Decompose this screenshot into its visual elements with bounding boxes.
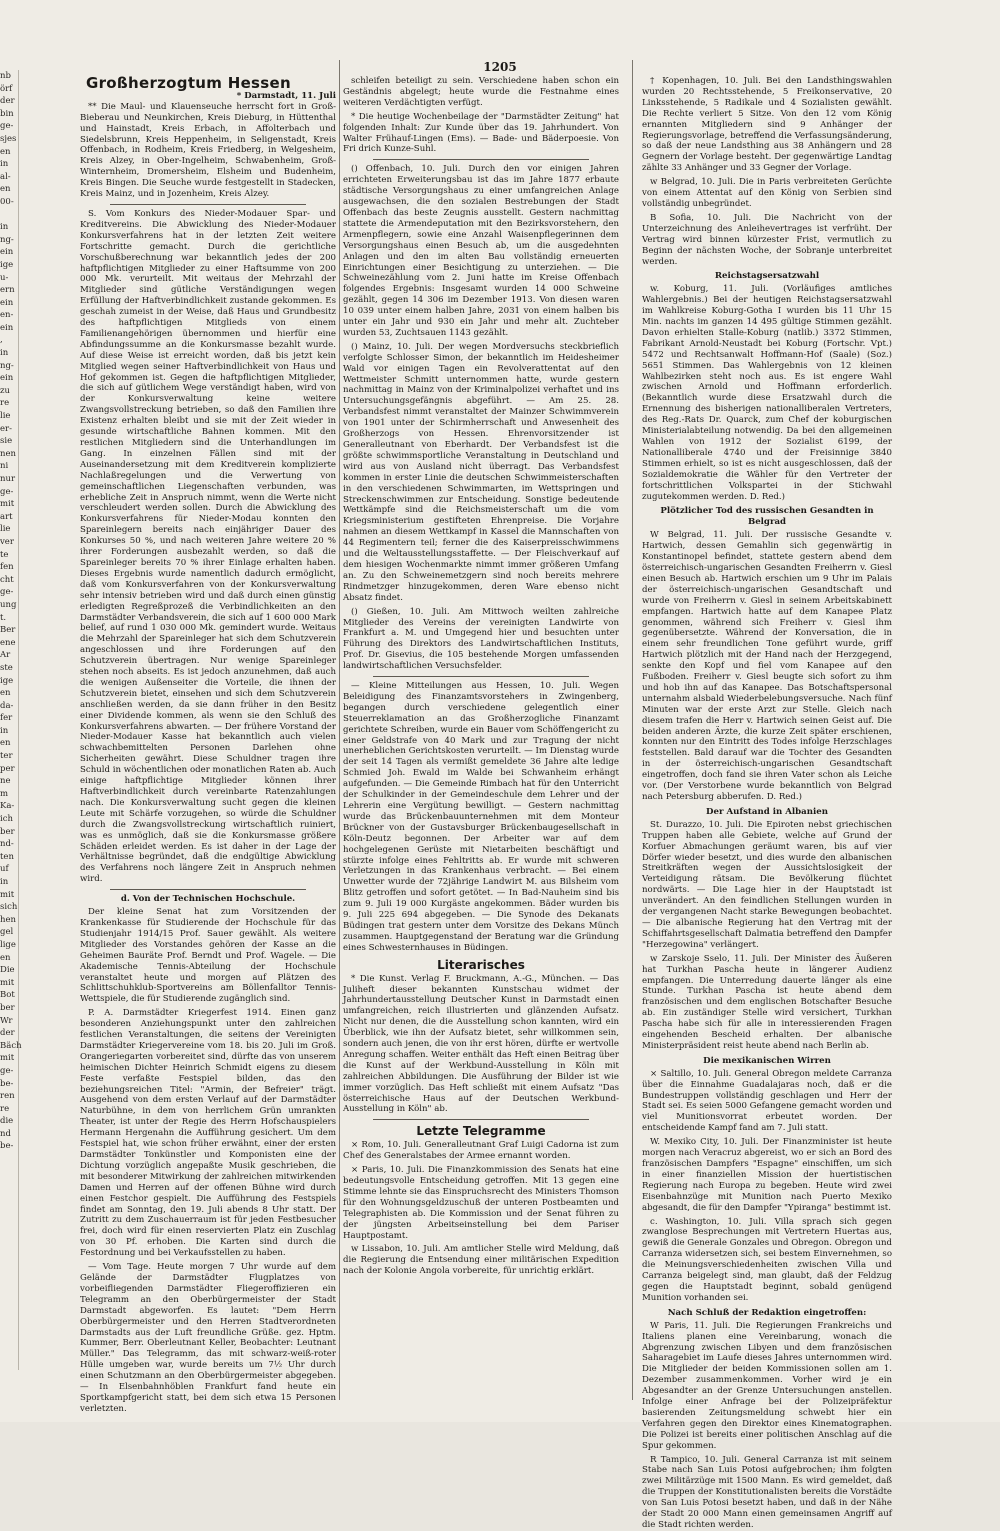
article-paragraph: * Die heutige Wochenbeilage der "Darmstädter Zeitung" hat folgenden Inhalt: Zur Kunde über das 19. Jahrhundert. Von Walter Frühauf-Lingen (Ems). — Bade- und Bäderpoesie. Von Fri drich Kunze-Suhl. [343,111,619,155]
fragment-line: ne [0,776,11,787]
fragment-line: ich [0,814,13,825]
article-subheading: d. Von der Technischen Hochschule. [120,894,296,905]
fragment-line: re [0,1103,10,1114]
fragment-line [0,209,18,222]
article-paragraph: † Kopenhagen, 10. Juli. Bei den Landsthingswahlen wurden 20 Rechtsstehende, 5 Freikonservative, 20 Linksstehende, 5 Radikale und 4 Sozialisten gewählt. Die Rechte verliert 5 Sitze. Von den 12 vom König ernannten Mitgliedern sind 9 Anhänger der Regierungsvorlage, betreffend die Verfassungsänderung, so daß der neue Landsthing aus 38 Anhängern und 28 Gegnern der Vorlage besteht. Der gegenwärtige Landtag zählte 33 Anhänger und 33 Gegner der Vorlage. [642,76,892,174]
fragment-line: ge- [0,1065,14,1076]
telegrams-heading: Letzte Telegramme [416,1124,546,1139]
fragment-line: örf [0,83,13,94]
fragment-line: ein [0,297,14,308]
fragment-line: ber [0,826,15,837]
article-subheading: Nach Schluß der Redaktion eingetroffen: [667,1307,867,1318]
previous-column-fragments [0,70,22,1370]
column-divider [632,60,633,1400]
fragment-line: Ka- [0,801,15,812]
fragment-line: Die [0,965,15,976]
fragment-line: Ar [0,650,11,661]
article-paragraph: () Mainz, 10. Juli. Der wegen Mordversuchs steckbrieflich verfolgte Schlosser Simon, der bekanntlich im Heidesheimer Wald vor einigen Tagen ein Revolverattentat auf den Wettmeister Schmitt unternommen hatte, wurde gestern nachmittag in Mainz von der Kriminalpolizei verhaftet und ins Untersuchungsgefängnis abgeführt. — Am 25. 28. Verbandsfest nimmt veranstaltet der Mainzer Schwimmverein von 1901 unter der Schirmherrschaft und Anwesenheit des Großherzogs von Hessen. Ehrenvorsitzender ist Generalleutnant von Eberhardt. Der Verbandsfest ist die größte schwimmsportliche Veranstaltung in Deutschland und wird aus von Ausland nicht überragt. Das Verbandsfest kommen in erster Linie die deutschen Schwimmeisterschaften in den verschiedenen Schwimmarten, im Wettspringen und Streckenschwimmen zur Entscheidung. Sonstige bedeutende Wettkämpfe sind die Reichsmeisterschaft um die vom Kriegsministerium gestifteten Ehrenpreise. Die Vorjahre nahmen an diesem Wettkampf in Kassel die Mannschaften von 44 Regimentern teil; ferner die des Kaiserpreisschwimmens und die Weltausstellungsstaffette. — Der Fleischverkauf auf dem hiesigen Wochenmarkte nimmt immer größeren Umfang an. Zu den Schweinemetzgern sind noch bereits mehrere Rindmetzger hinzugekommen, deren Ware ebenso nicht Absatz findet. [343,341,619,603]
fragment-line: der [0,1028,15,1039]
fragment-line: Wr [0,1015,13,1026]
divider [373,159,589,160]
fragment-line: ige [0,259,14,270]
fragment-line: ge- [0,587,14,598]
article-paragraph: B Sofia, 10. Juli. Die Nachricht von der Unterzeichnung des Anleihevertrages ist verfrüht. Der Vertrag wird binnen kürzester Frist, vermutlich zu Beginn der nächsten Woche, der Sobranje unterbreitet werden. [642,212,892,267]
fragment-line: ein [0,247,14,258]
article-paragraph: w Zarskoje Sselo, 11. Juli. Der Minister des Äußeren hat Turkhan Pascha heute in längerer Audienz empfangen. Die Unterredung dauerte länger als eine Stunde. Turkhan Pascha ist heute abend dem französischen und dem englischen Botschafter Besuche ab. Ein zuständiger Stelle wird versichert, Turkhan Pascha habe sich für alle in interessierenden Fragen eingehenden Bescheid erhalten. Der albanische Ministerpräsident reist heute abend nach Berlin ab. [642,953,892,1051]
fragment-line: ber [0,1002,15,1013]
section-heading: Großherzogtum Hessen [86,74,291,92]
fragment-line: ni [0,461,9,472]
fragment-line: be- [0,1078,14,1089]
fragment-line: ng- [0,234,14,245]
fragment-line: die [0,1116,14,1127]
literary-heading: Literarisches [437,957,525,972]
fragment-line: re [0,398,10,409]
fragment-line: u- [0,272,9,283]
divider [373,676,589,677]
fragment-line: in [0,348,9,359]
fragment-line: Bot [0,990,15,1001]
fragment-line: mit [0,1053,15,1064]
dateline: * Darmstadt, 11. Juli [236,90,336,101]
fragment-line: nd- [0,839,14,850]
fragment-line: er- [0,423,12,434]
fragment-line: m [0,788,9,799]
fragment-line: bin [0,108,14,119]
article-subheading: Reichstagsersatzwahl [714,271,820,282]
fragment-line: ten [0,851,14,862]
fragment-line: Ber [0,625,16,636]
divider [110,889,306,890]
fragment-line: lie [0,524,11,535]
fragment-line: en [0,738,11,749]
fragment-line: uf [0,864,9,875]
telegram: × Paris, 10. Juli. Die Finanzkommission des Senats hat eine bedeutungsvolle Entscheidung getroffen. Mit 13 gegen eine Stimme lehnte sie das Einspruchsrecht des Ministers Thomson für den Wohnungsgeldzuschuß der unteren Postbeamten und Telegraphisten ab. Die Kommission und der Senat führen zu der jüngsten Arbeitseinstellung bei dem Pariser Hauptpostamt. [343,1165,619,1241]
fragment-line: 00- [0,196,14,207]
column-3 [642,76,892,1530]
page-number: 1205 [483,60,517,74]
fragment-line: ein [0,373,14,384]
fragment-line: gel [0,927,14,938]
fragment-line: ge- [0,121,14,132]
fragment-line: mit [0,889,15,900]
fragment-line: en [0,952,11,963]
article-paragraph: w Belgrad, 10. Juli. Die in Paris verbreiteten Gerüchte von einem Attentat auf den König von Serbien sind vollständig unbegründet. [642,177,892,209]
fragment-line: nd [0,1128,11,1139]
article-paragraph: schleifen beteiligt zu sein. Verschiedene haben schon ein Geständnis abgelegt; heute wurde die Festnahme eines weiteren Verdächtigten verfügt. [343,76,619,108]
fragment-line: be- [0,1141,14,1152]
article-paragraph: w. Koburg, 11. Juli. (Vorläufiges amtliches Wahlergebnis.) Bei der heutigen Reichstagsersatzwahl im Wahlkreise Koburg-Gotha I wurden bis 11 Uhr 15 Min. nachts im ganzen 14 495 gültige Stimmen gezählt. Davon erhielten Stalle-Koburg (natlib.) 3372 Stimmen, Fabrikant Arnold-Neustadt bei Koburg (Fortschr. Vpt.) 5472 und Rechtsanwalt Hoffmann-Hof (Saale) (Soz.) 5651 Stimmen. Das Wahlergebnis von 12 kleinen Wahlbezirken steht noch aus. Es ist engere Wahl zwischen Arnold und Hoffmann erforderlich. (Bekanntlich wurde diese Ersatzwahl durch die Ernennung des bisherigen nationalliberalen Vertreters, des Reg.-Rats Dr. Quarck, zum Chef der koburgischen Ministerialabteilung notwendig. Da bei den allgemeinen Wahlen von 1912 der Sozialist 6199, der Nationalliberale 4740 und der Freisinnige 3840 Stimmen erhielt, so ist es nicht ausgeschlossen, daß der Sozialdemokratie die Wähler für den Vertreter der fortschrittlichen Volkspartei in der Stichwahl zugutekommen werden. D. Red.) [642,284,892,502]
fragment-line: ene [0,637,16,648]
column-divider [339,60,340,1400]
fragment-line: en [0,184,11,195]
fragment-line: ver [0,536,14,547]
fragment-line: sich [0,902,18,913]
article-paragraph: St. Durazzo, 10. Juli. Die Epiroten nebst griechischen Truppen haben alle Gebiete, welche auf Grund der Korfuer Abmachungen geräumt waren, bis auf vier Dörfer wieder besetzt, und dies wurde den albanischen Streitkräften wegen der Aussichtslosigkeit der Verteidigung rätsam. Die Bevölkerung flüchtet nordwärts. — Die Lage hier in der Hauptstadt ist unverändert. An den feindlichen Stellungen wurden in der vergangenen Nacht starke Bewegungen beobachtet. — Die albanische Regierung hat den Vertrag mit der Schiffahrtsgesellschaft Dalmatia betreffend den Dampfer "Herzegowina" verlängert. [642,819,892,950]
fragment-line: en- [0,310,14,321]
fragment-line: , [0,335,3,346]
fragment-line: al- [0,171,11,182]
fragment-line: lige [0,939,16,950]
fragment-line: ren [0,1091,15,1102]
article-paragraph: R Tampico, 10. Juli. General Carranza ist mit seinem Stabe nach San Luis Potosi aufgebrochen; ihm folgten zwei Militärzüge mit 1500 Mann. Es wird gemeldet, daß die Truppen der Konstitutionalisten bereits die Vorstädte von San Luis Potosi besetzt haben, und daß in der Nähe der Stadt 20 000 Mann einen gemeinsamen Angriff auf die Stadt richten werden. [642,1454,892,1530]
fragment-line: fer [0,713,13,724]
fragment-line: ige [0,675,14,686]
article-subheading: Die mexikanischen Wirren [703,1055,831,1066]
fragment-line: en [0,688,11,699]
fragment-line: ge- [0,486,14,497]
fragment-line: t. [0,612,7,623]
article-paragraph: () Offenbach, 10. Juli. Durch den vor einigen Jahren errichteten Erweiterungsbau ist das im Jahre 1877 erbaute städtische Versorgungshaus zu einer umfangreichen Anlage ausgewachsen, die den sozialen Bestrebungen der Stadt Offenbach das beste Zeugnis ausstellt. Gestern nachmittag stattete die Armendeputation mit den Bezirksvorstehern, den Armenpflegern, sowie eine Anzahl Waisenpflegerinnen dem Versorgungshaus einen Besuch ab, um die ausgedehnten Anlagen und den im alten Bau vollständig erneuerten Einrichtungen einer Besichtigung zu unterziehen. — Die Schweinezählung vom 2. Juni hatte im Kreise Offenbach folgendes Ergebnis: Insgesamt wurden 14 000 Schweine gezählt, gegen 14 306 im Dezember 1913. Von diesen waren 10 039 unter einem halben Jahre, 2031 von einem halben bis unter ein Jahr und 930 ein Jahr und mehr alt. Zuchteber wurden 53, Zuchtsauen 1143 gezählt. [343,164,619,338]
fragment-line: da- [0,700,14,711]
fragment-line: hen [0,914,16,925]
article-paragraph: W. Mexiko City, 10. Juli. Der Finanzminister ist heute morgen nach Veracruz abgereist, wo er sich an Bord des französischen Dampfers "Espagne" einschiffen, um sich in einer finanziellen Mission der huertistischen Regierung nach Europa zu begeben. Heute wird zwei Eisenbahnzüge mit Munition nach Puerto Mexiko abgesandt, die für den Dampfer "Ypiranga" bestimmt ist. [642,1137,892,1213]
fragment-line: der [0,96,15,107]
article-paragraph: * Die Kunst. Verlag F. Bruckmann, A.-G., München. — Das Juliheft dieser bekannten Kunstschau widmet der Jahrhundertausstellung Deutscher Kunst in Darmstadt einen umfangreichen, reich illustrierten und glänzenden Aufsatz. Nicht nur denen, die die Ausstellung schon kannten, wird ein Überblick, wie ihn der Aufsatz bietet, sehr willkommen sein, sondern auch jenen, die von ihr erst hören, dürfte er wertvolle Anregung schaffen. Weiter enthält das Heft einen Beitrag über die Kunst auf der Werkbund-Ausstellung in Köln mit zahlreichen Abbildungen. Die Ausführung der Bilder ist wie immer vorzüglich. Das Heft schließt mit einem Aufsatz "Das österreichische Haus auf der Deutschen Werkbund-Ausstellung in Köln" ab. [343,973,619,1115]
telegram: × Rom, 10. Juli. Generalleutnant Graf Luigi Cadorna ist zum Chef des Generalstabes der Armee ernannt worden. [343,1140,619,1162]
article-paragraph: () Gießen, 10. Juli. Am Mittwoch weilten zahlreiche Mitglieder des Vereins der vereinigten Landwirte von Frankfurt a. M. und Umgegend hier und besuchten unter Führung des Direktors des Landwirtschaftlichen Instituts, Prof. Dr. Gisevius, die 105 bestehende Morgen umfassenden landwirtschaftlichen Versuchsfelder. [343,606,619,672]
article-paragraph: — Vom Tage. Heute morgen 7 Uhr wurde auf dem Gelände der Darmstädter Flugplatzes von vorbeifliegenden Darmstädter Fliegeroffizieren ein Telegramm an den Oberbürgermeister der Stadt Darmstadt abgeworfen. Es lautet: "Dem Herrn Oberbürgermeister und den Herren Stadtverordneten Darmstadts aus der Luft freundliche Grüße. gez. Hptm. Kummer, Berr. Oberleutnant Keller, Beobachter: Leutnant Müller." Das Telegramm, das mit schwarz-weiß-roter Hülle umgeben war, wurde bereits um 7½ Uhr durch einen Schutzmann an den Oberbürgermeister abgegeben. — In Elsenbahnhöblen Frankfurt fand heute ein Sportkampfgericht statt, bei dem sich etwa 15 Personen verletzten. [80,1262,336,1414]
telegram: w Lissabon, 10. Juli. Am amtlicher Stelle wird Meldung, daß die Regierung die Entsendung einer militärischen Expedition nach der Kolonie Angola vorbereite, für unrichtig erklärt. [343,1244,619,1277]
fragment-line: cht [0,574,14,585]
article-paragraph: W Belgrad, 11. Juli. Der russische Gesandte v. Hartwich, dessen Gemahlin sich gegenwärtig in Konstantinopel befindet, stattete gestern abend dem österreichisch-ungarischen Gesandten Freiherrn v. Giesl einen Besuch ab. Hartwich erschien um 9 Uhr im Palais der österreichisch-ungarischen Gesandtschaft und wurde von Freiherrn v. Giesl in seinem Arbeitskabinett empfangen. Hartwich hatte auf dem Kanapee Platz genommen, während sich Freiherr v. Giesl ihm gegenübersetzte. Während der Konversation, die in einem sehr freundlichen Tone geführt wurde, griff Hartwich plötzlich mit der Hand nach der Herzgegend, senkte den Kopf und fiel vom Kanapee auf den Fußboden. Freiherr v. Giesl beugte sich sofort zu ihm und hob ihn auf das Kanapee. Das Botschaftspersonal unternahm alsbald Wiederbelebungsversuche. Nach fünf Minuten war der erste Arzt zur Stelle. Gleich nach diesem trafen die Herr v. Hartwich seinen Geist auf. Die beiden anderen Ärzte, die kurze Zeit später erschienen, konnten nur den Eintritt des Todes infolge Herzschlages feststellen. Bald darauf war die Tochter des Gesandten in der österreichisch-ungarischen Gesandtschaft eingetroffen, doch fand sie ihren Vater schon als Leiche vor. (Der Verstorbene wurde bekanntlich von Belgrad nach Petersburg abberufen. D. Red.) [642,530,892,802]
column-2 [343,76,619,1396]
article-paragraph: S. Vom Konkurs des Nieder-Modauer Spar- und Kreditvereins. Die Abwicklung des Nieder-Modauer Konkursverfahrens hat in der letzten Zeit weitere Fortschritte gemacht. Durch die gerichtliche Vorschußberechnung war bekanntlich jedes der 200 haftpflichtigen Mitglieder zu einer Haftsumme von 200 000 Mk. verurteilt. Mit weitaus der Mehrzahl der Mitglieder sind gütliche Verständigungen wegen Erfüllung der Haftverbindlichkeit zustande gekommen. Es geschah zumeist in der Weise, daß Haus und Grundbesitz des haftpflichtigen Mitglieds von einem Familienangehörigen übernommen und hierfür eine Abfindungssumme an die Konkursmasse bezahlt wurde. Auf diese Weise ist erreicht worden, daß bis jetzt kein Mitglied wegen seiner Haftverbindlichkeit von Haus und Hof gekommen ist. Gegen die haftpflichtigen Mitglieder, die sich auf gütlichem Wege verständigt haben, wird von der Konkursverwaltung keine weitere Zwangsvollstreckung betrieben, so daß den Familien ihre Existenz erhalten bleibt und sie mit der Zeit wieder in gesunde wirtschaftliche Bahnen kommen. Mit den restlichen Mitgliedern sind die Unterhandlungen im Gang. In einzelnen Fällen sind mit der Auseinandersetzung mit dem Kreditverein komplizierte Nachlaßregelungen und die Verwertung von gemeinschaftlichen Liegenschaften verbunden, was erhebliche Zeit in Anspruch nimmt, wenn die Werte nicht verschleudert werden sollen. Durch die Abwicklung des Konkursverfahrens für Nieder-Modau konnten den Spareinlegern bereits nach einjähriger Dauer des Konkurses 50 %, und nach weiteren Jahre weitere 20 % ihrer Forderungen ausbezahlt werden, so daß die Spareinleger bereits 70 % ihrer Einlage erhalten haben. Dieses Ergebnis wurde namentlich dadurch ermöglicht, daß vom Konkursverfahren von der Konkursverwaltung sehr intensiv betrieben wird und daß durch einen günstig erledigten Regreßprozeß die Verbindlichkeiten an den Darmstädter Verbandsverein, die sich auf 1 600 000 Mark belief, auf rund 1 030 000 Mk. gemindert wurde. Weitaus die Mehrzahl der Spareinleger hat sich dem Schutzverein angeschlossen und ihre Forderungen auf den Schutzverein übertragen. Nur wenige Spareinleger stehen noch abseits. Es ist jedoch anzunehmen, daß auch die wenigen Außenseiter die Vorteile, die ihnen der Schutzverein bietet, einsehen und sich dem Schutzverein anschließen werden, da sie dann früher in den Besitz einer Dividende kommen, als wenn sie den Schluß des Konkursverfahrens abwarten. — Der frühere Vorstand der Nieder-Modauer Kasse hat bekanntlich auch vielen schwachbemittelten Personen Darlehen ohne Sicherheiten gewährt. Diese Schuldner tragen ihre Schuld in wöchentlichen oder monatlichen Raten ab. Auch einige haftpflichtige Mitglieder können ihrer Haftverbindlichkeit durch vereinbarte Ratenzahlungen nach. Die Konkursverwaltung sucht gegen die kleinen Leute mit Schärfe vorzugehen, so würde die Schuldner durch die Zwangsvollstreckung wirtschaftlich ruiniert, was es unmöglich, daß sie die Konkursmasse größere Schäden erleidet werden. Es ist daher in der Lage der Verhältnisse begründet, daß die endgültige Abwicklung des Verfahrens noch längere Zeit in Anspruch nehmen wird. [80,208,336,885]
column-1 [80,74,336,1414]
fragment-line: in [0,222,9,233]
fragment-line: mit [0,977,15,988]
fragment-line: nen [0,448,16,459]
article-paragraph: ** Die Maul- und Klauenseuche herrscht fort in Groß-Bieberau und Neunkirchen, Kreis Dieburg, in Hüttenthal und Hainstadt, Kreis Erbach, in Affolterbach und Siedelsbrunn, Kreis Heppenheim, in Seligenstadt, Kreis Offenbach, in Rodheim, Kreis Friedberg, in Welgesheim, Kreis Alzey, in Ober-Ingelheim, Schwabenheim, Groß-Winternheim, Dromersheim, Elsheim und Budenheim, Kreis Bingen. Die Seuche wurde festgestellt in Stadecken, Kreis Mainz, und in Jozenheim, Kreis Alzey. [80,101,336,200]
fragment-line: sjes [0,133,17,144]
article-paragraph: P. A. Darmstädter Kriegerfest 1914. Einen ganz besonderen Anziehungspunkt unter den zahlreichen festlichen Veranstaltungen, die seitens der Vereinigten Darmstädter Kriegervereine vom 18. bis 20. Juli im Groß. Orangeriegarten vorbereitet sind, dürfte das von unserem heimischen Dichter Heinrich Schmidt eigens zu diesem Feste verfaßte Festspiel bilden, das den beziehungsreichen Titel: "Armin, der Befreier" trägt. Ausgehend von dem ersten Verlauf auf der Darmstädter Naturbühne, in dem von herrlichem Grün umrankten Theater, ist unter der Regie des Herrn Hofschauspielers Hermann Hergenahn die Aufführung gesichert. Um dem Festspiel hat, wie schon früher erwähnt, einer der ersten Darmstädter Tonkünstler und Komponisten eine der Dichtung vorzüglich angepaßte Musik geschrieben, die mit besonderer Mitwirkung der zahlreichen mitwirkenden Damen und Herren auf der offenen Bühne wird durch einen Festchor gespielt. Die Aufführung des Festspiels findet am Sonntag, den 19. Juli abends 8 Uhr statt. Der Zutritt zu dem Zuschauerraum ist für jeden Festbesucher frei, doch wird für einen reservierten Platz ein Zuschlag von 30 Pf. erhoben. Die Karten sind durch die Festordnung und bei Verkaufsstellen zu haben. [80,1008,336,1259]
article-subheading: Plötzlicher Tod des russischen Gesandten in Belgrad [660,506,874,528]
divider [373,1119,589,1120]
divider [110,204,306,205]
fragment-line: in [0,877,9,887]
fragment-line: nur [0,474,16,484]
article-subheading: Der Aufstand in Albanien [706,806,828,817]
article-paragraph: W Paris, 11. Juli. Die Regierungen Frankreichs und Italiens planen eine Vereinbarung, wonach die Abgrenzung zwischen Libyen und dem französischen Saharagebiet im Laufe dieses Jahres unternommen wird. Die Mitglieder der beiden Kommissionen sollen am 1. Dezember zusammenkommen. Vorher wird je ein Abgesandter an der Grenze Untersuchungen anstellen. Infolge einer Anfrage bei der Polizeipräfektur basierenden Zeitungsmeldung schwebt hier ein Verfahren gegen den Direktor eines Kinematographen. Die Polizei ist bereits einer politischen Anschlag auf die Spur gekommen. [642,1320,892,1451]
fragment-line: ste [0,662,13,673]
fragment-line: mit [0,499,15,510]
fragment-line: fen [0,562,14,573]
fragment-line: lie [0,411,11,422]
article-paragraph: c. Washington, 10. Juli. Villa sprach sich gegen zwanglose Besprechungen mit Vertretern Huertas aus, gewiß die Generale Gonzales und Obregon. Obregon und Carranza widersetzen sich, sei bestem Einvernehmen, so die Meinungsverschiedenheiten zwischen Villa und Carranza beigelegt sind, man glaubt, daß der Feldzug gegen die Hauptstadt beginnt, sobald genügend Munition vorhanden sei. [642,1216,892,1303]
fragment-line: zu [0,385,10,396]
article-paragraph: — Kleine Mitteilungen aus Hessen, 10. Juli. Wegen Beleidigung des Finanzamtsvorstehers in Zwingenberg, begangen durch verschiedene gelegentlich einer Steuerreklamation an das Großherzogliche Finanzamt gerichtete Schreiben, wurde ein Bauer vom Schöffengericht zu einer Geldstrafe von 40 Mark und zur Tragung der nicht unerheblichen Gerichtskosten verurteilt. — Im Dienstag wurde der seit 14 Tagen als vermißt gemeldete 36 Jahre alte ledige Schmied Joh. Ewald im Walde bei Schwanheim erhängt aufgefunden. — Die Gemeinde Rimbach hat für den Unterricht der Schulkinder in der Gemeindeschule dem Lehrer und der Lehrerin eine Vergütung bewilligt. — Gestern nachmittag wurde das Brückenbauunternehmen mit dem Monteur Brückner von der Gustavsburger Brückenbaugesellschaft in Köln-Deutz begonnen. Der Arbeiter war auf dem hochgelegenen Gerüste mit Nietarbeiten beschäftigt und stürzte infolge eines Fehltritts ab. Er wurde mit schweren Verletzungen in das Krankenhaus verbracht. — Bei einem Unwetter wurde der 72jährige Landwirt M. aus Bilsheim vom Blitz getroffen und sofort getötet. — In Bad-Nauheim sind bis zum 9. Juli 19 000 Kurgäste angekommen. Bäder wurden bis 9. Juli 225 694 abgegeben. — Die Synode des Dekanats Büdingen trat gestern unter dem Vorsitze des Dekans Münch zusammen. Hauptgegenstand der Beratung war die Gründung eines Schwesternhauses in Büdingen. [343,681,619,953]
fragment-line: art [0,511,13,522]
fragment-line: Bäch [0,1040,22,1051]
fragment-line: ein [0,322,14,333]
fragment-line: en [0,146,11,157]
fragment-line: ung [0,599,17,610]
fragment-line: ter [0,751,13,762]
fragment-line: te [0,549,9,560]
fragment-line: per [0,763,15,774]
fragment-line: sie [0,436,13,447]
article-paragraph: × Saltillo, 10. Juli. General Obregon meldete Carranza über die Einnahme Guadalajaras noch, daß er die Bundestruppen vollständig geschlagen und Herr der Stadt sei. Es seien 5000 Gefangene gemacht worden und viel Munitionsvorrat erbeutet worden. Der entscheidende Kampf fand am 7. Juli statt. [642,1068,892,1134]
fragment-line: nb [0,71,11,81]
fragment-line: ern [0,285,15,296]
fragment-line: in [0,725,9,736]
fragment-line: in [0,159,9,170]
fragment-line: ng- [0,360,14,371]
article-paragraph: Der kleine Senat hat zum Vorsitzenden der Krankenkasse für Studierende der Hochschule für das Studienjahr 1914/15 Prof. Sauer gewählt. Als weitere Mitglieder des Vorstandes gehören der Kasse an die Geheimen Bauräte Prof. Berndt und Prof. Wagele. — Die Akademische Tennis-Abteilung der Hochschule veranstaltet heute und morgen auf Plätzen des Schlittschuhklub-Sportvereins am Böllenfalltor Tennis-Wettspiele, die für Studierende zugänglich sind. [80,907,336,1005]
